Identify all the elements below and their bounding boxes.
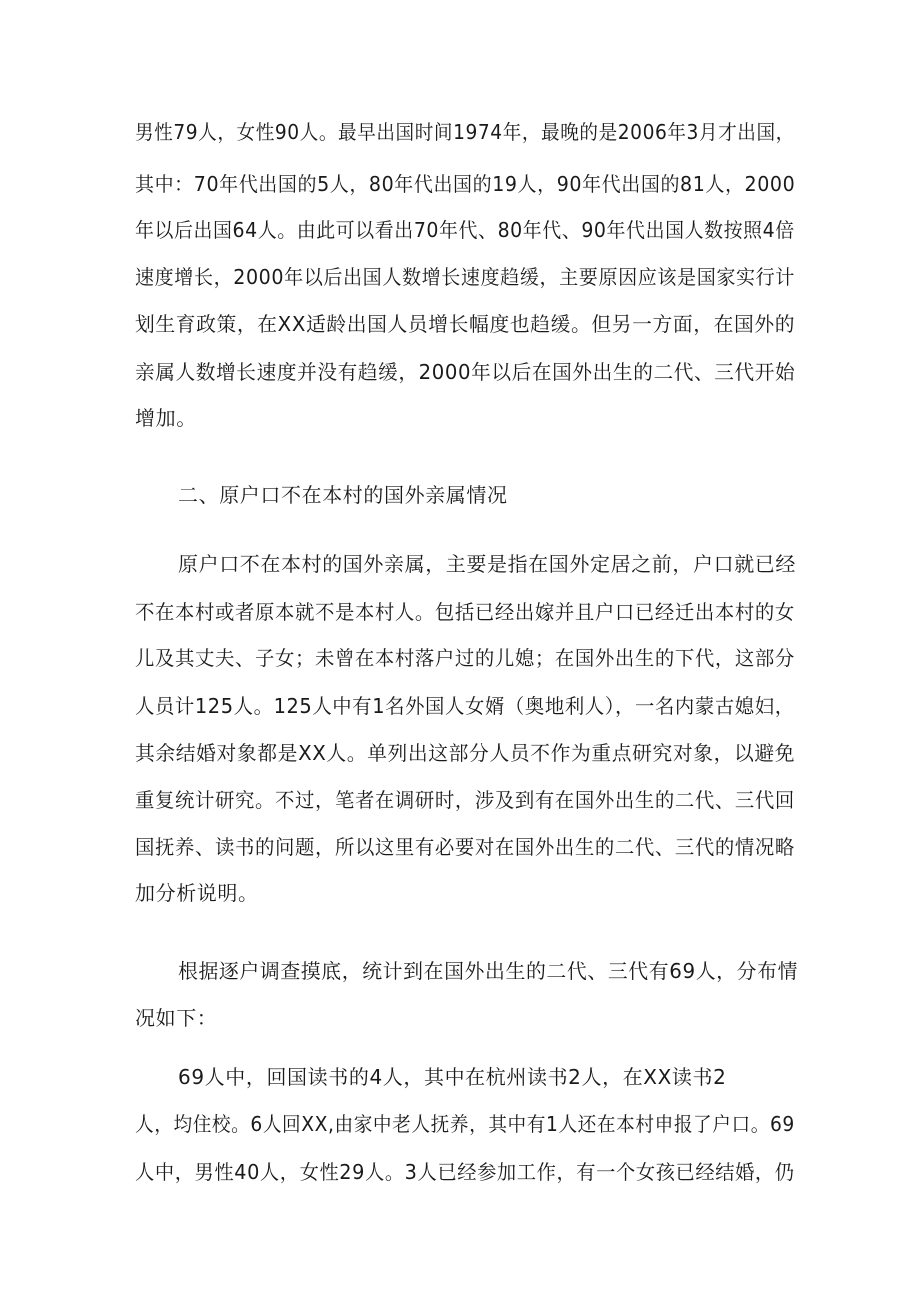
paragraph-1-line-2: 其中：70年代出国的5人，80年代出国的19人，90年代出国的81人，2000 bbox=[135, 172, 796, 196]
paragraph-3-line-2: 况如下： bbox=[135, 1006, 218, 1030]
paragraph-2-line-5: 其余结婚对象都是XX人。单列出这部分人员不作为重点研究对象，以避免 bbox=[135, 741, 796, 765]
paragraph-4-line-1: 69人中，回国读书的4人，其中在杭州读书2人，在XX读书2 bbox=[178, 1065, 727, 1089]
paragraph-2-line-8: 加分析说明。 bbox=[135, 881, 259, 905]
paragraph-2-line-2: 不在本村或者原本就不是本村人。包括已经出嫁并且户口已经迁出本村的女 bbox=[135, 600, 795, 624]
paragraph-2-line-4: 人员计125人。125人中有1名外国人女婿（奥地利人），一名内蒙古媳妇， bbox=[135, 694, 795, 718]
paragraph-1-line-5: 划生育政策，在XX适龄出国人员增长幅度也趋缓。但另一方面，在国外的 bbox=[135, 312, 796, 336]
paragraph-1-line-7: 增加。 bbox=[135, 406, 197, 430]
paragraph-2-line-1: 原户口不在本村的国外亲属，主要是指在国外定居之前，户口就已经 bbox=[178, 552, 796, 576]
paragraph-1-line-1: 男性79人，女性90人。最早出国时间1974年，最晚的是2006年3月才出国， bbox=[135, 120, 795, 144]
paragraph-3-line-1: 根据逐户调查摸底，统计到在国外出生的二代、三代有69人，分布情 bbox=[178, 959, 799, 983]
paragraph-4-line-3: 人中，男性40人，女性29人。3人已经参加工作，有一个女孩已经结婚，仍 bbox=[135, 1160, 795, 1184]
paragraph-1-line-6: 亲属人数增长速度并没有趋缓，2000年以后在国外出生的二代、三代开始 bbox=[135, 360, 796, 384]
paragraph-2-line-7: 国抚养、读书的问题，所以这里有必要对在国外出生的二代、三代的情况略 bbox=[135, 835, 795, 859]
paragraph-2-line-3: 儿及其丈夫、子女；未曾在本村落户过的儿媳；在国外出生的下代，这部分 bbox=[135, 646, 795, 670]
paragraph-1-line-3: 年以后出国64人。由此可以看出70年代、80年代、90年代出国人数按照4倍 bbox=[135, 218, 795, 242]
paragraph-2-line-6: 重复统计研究。不过，笔者在调研时，涉及到有在国外出生的二代、三代回 bbox=[135, 788, 795, 812]
section-heading: 二、原户口不在本村的国外亲属情况 bbox=[178, 483, 508, 507]
paragraph-4-line-2: 人，均住校。6人回XX,由家中老人抚养，其中有1人还在本村申报了户口。69 bbox=[135, 1112, 795, 1136]
paragraph-1-line-4: 速度增长，2000年以后出国人数增长速度趋缓，主要原因应该是国家实行计 bbox=[135, 265, 795, 289]
